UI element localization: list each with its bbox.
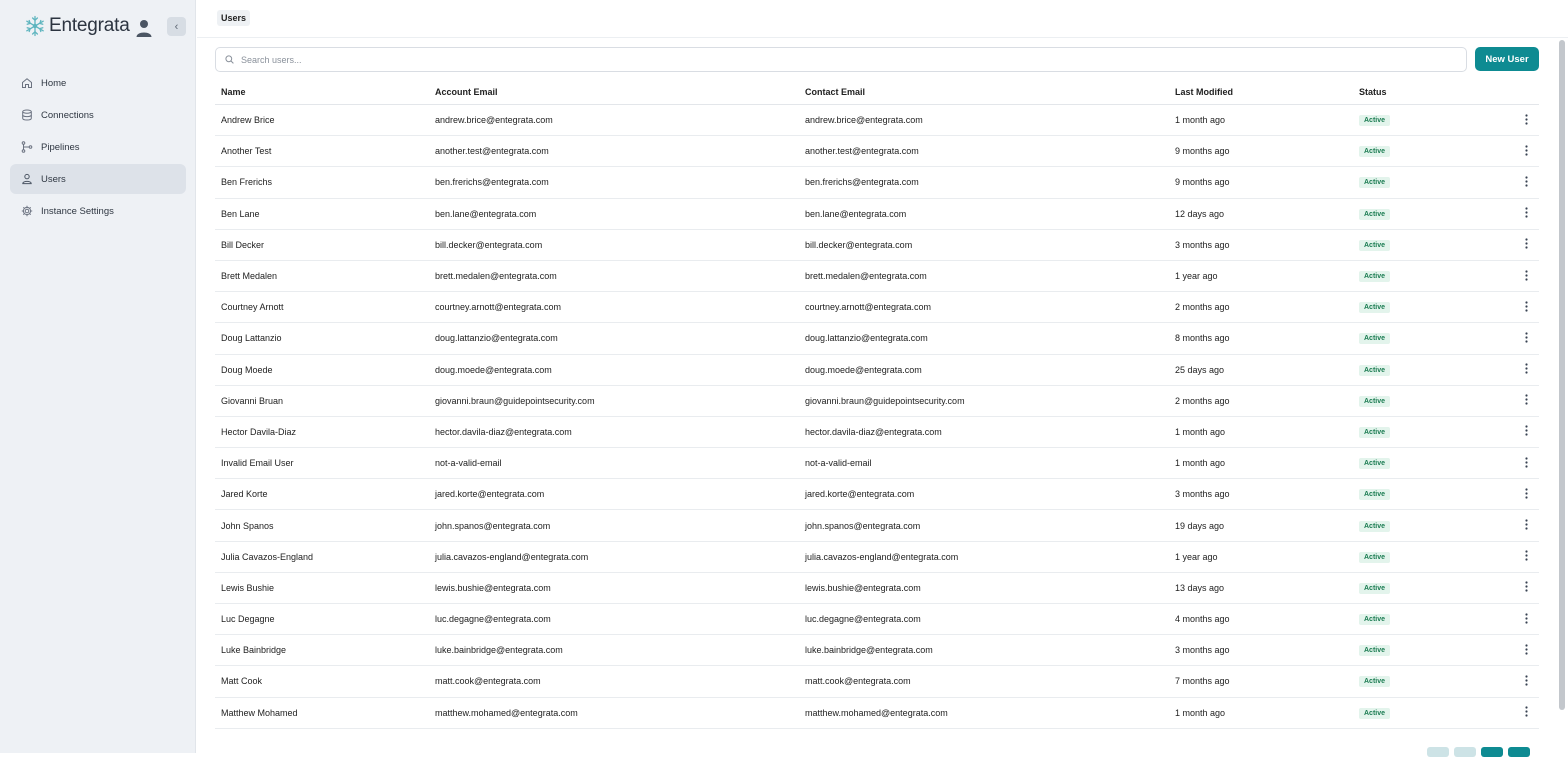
- pagination-prev-button[interactable]: [1454, 747, 1476, 757]
- cell-actions: [1499, 426, 1539, 438]
- sidebar-nav: [10, 68, 186, 228]
- pagination-next-button[interactable]: [1481, 747, 1503, 757]
- sidebar-item-label: Connections: [41, 109, 94, 121]
- more-vertical-icon: [1525, 270, 1528, 283]
- table-row[interactable]: [215, 542, 1539, 573]
- cell-last-modified: 7 months ago: [1175, 676, 1230, 687]
- sidebar-item-label: Instance Settings: [41, 205, 114, 217]
- cell-account-email: doug.moede@entegrata.com: [435, 364, 552, 375]
- cell-name: Doug Moede: [221, 364, 273, 375]
- cell-status: [1359, 176, 1499, 188]
- sidebar-item-home[interactable]: [10, 68, 186, 98]
- cell-contact-email: another.test@entegrata.com: [805, 146, 919, 157]
- breadcrumb[interactable]: Users: [217, 10, 250, 26]
- cell-last-modified: 2 months ago: [1175, 395, 1230, 406]
- cell-account-email: courtney.arnott@entegrata.com: [435, 302, 562, 313]
- cell-status: [1359, 114, 1499, 126]
- cell-status: [1359, 270, 1499, 282]
- row-actions-button[interactable]: [1521, 613, 1531, 625]
- status-badge: Active: [1359, 458, 1390, 469]
- cell-name: John Spanos: [221, 520, 274, 531]
- row-actions-button[interactable]: [1521, 364, 1531, 376]
- cell-name: Matthew Mohamed: [221, 707, 298, 718]
- table-row[interactable]: [215, 479, 1539, 510]
- cell-actions: [1499, 675, 1539, 687]
- cell-status: [1359, 457, 1499, 469]
- cell-name: Jared Korte: [221, 489, 268, 500]
- cell-last-modified: 1 month ago: [1175, 458, 1226, 469]
- cell-name: Another Test: [221, 146, 272, 157]
- cell-status: [1359, 145, 1499, 157]
- cell-actions: [1499, 582, 1539, 594]
- status-badge: Active: [1359, 365, 1390, 376]
- cell-actions: [1499, 707, 1539, 719]
- cell-status: [1359, 332, 1499, 344]
- sidebar-item-users[interactable]: [10, 164, 186, 194]
- status-badge: Active: [1359, 676, 1390, 687]
- pagination-last-button[interactable]: [1508, 747, 1530, 757]
- cell-contact-email: doug.moede@entegrata.com: [805, 364, 922, 375]
- table-row[interactable]: [215, 510, 1539, 541]
- cell-name: Doug Lattanzio: [221, 333, 282, 344]
- cell-contact-email: matt.cook@entegrata.com: [805, 676, 911, 687]
- cell-name: Invalid Email User: [221, 458, 294, 469]
- more-vertical-icon: [1525, 581, 1528, 594]
- cell-account-email: matt.cook@entegrata.com: [435, 676, 541, 687]
- row-actions-button[interactable]: [1521, 426, 1531, 438]
- database-icon: [21, 109, 33, 121]
- cell-actions: [1499, 488, 1539, 500]
- user-avatar-icon: [135, 30, 153, 40]
- cell-status: [1359, 208, 1499, 220]
- cell-last-modified: 9 months ago: [1175, 146, 1230, 157]
- cell-status: [1359, 239, 1499, 251]
- cell-name: Hector Davila-Diaz: [221, 426, 297, 437]
- column-header-account-email[interactable]: Account Email: [435, 87, 498, 97]
- status-badge: Active: [1359, 240, 1390, 251]
- table-row[interactable]: [215, 230, 1539, 261]
- more-vertical-icon: [1525, 613, 1528, 626]
- cell-account-email: ben.lane@entegrata.com: [435, 208, 537, 219]
- cell-account-email: ben.frerichs@entegrata.com: [435, 177, 549, 188]
- more-vertical-icon: [1525, 675, 1528, 688]
- cell-account-email: julia.cavazos-england@entegrata.com: [435, 551, 589, 562]
- sidebar-item-label: Users: [41, 173, 66, 185]
- row-actions-button[interactable]: [1521, 114, 1531, 126]
- table-header: [215, 80, 1539, 105]
- pagination-first-button[interactable]: [1427, 747, 1449, 757]
- user-icon: [21, 173, 33, 185]
- cell-status: [1359, 551, 1499, 563]
- cell-contact-email: julia.cavazos-england@entegrata.com: [805, 551, 959, 562]
- row-actions-button[interactable]: [1521, 582, 1531, 594]
- cell-last-modified: 4 months ago: [1175, 614, 1230, 625]
- row-actions-button[interactable]: [1521, 239, 1531, 251]
- row-actions-button[interactable]: [1521, 488, 1531, 500]
- cell-account-email: bill.decker@entegrata.com: [435, 239, 543, 250]
- table-row[interactable]: [215, 573, 1539, 604]
- collapse-sidebar-button[interactable]: [167, 17, 186, 36]
- more-vertical-icon: [1525, 207, 1528, 220]
- cell-status: [1359, 644, 1499, 656]
- status-badge: Active: [1359, 614, 1390, 625]
- cell-actions: [1499, 457, 1539, 469]
- cell-actions: [1499, 644, 1539, 656]
- cell-account-email: luc.degagne@entegrata.com: [435, 614, 551, 625]
- cell-contact-email: bill.decker@entegrata.com: [805, 239, 913, 250]
- cell-last-modified: 1 month ago: [1175, 115, 1226, 126]
- cell-contact-email: courtney.arnott@entegrata.com: [805, 302, 932, 313]
- row-actions-button[interactable]: [1521, 457, 1531, 469]
- column-header-contact-email[interactable]: Contact Email: [805, 87, 866, 97]
- cell-actions: [1499, 301, 1539, 313]
- table-row[interactable]: [215, 604, 1539, 635]
- cell-last-modified: 2 months ago: [1175, 302, 1230, 313]
- row-actions-button[interactable]: [1521, 270, 1531, 282]
- cell-last-modified: 19 days ago: [1175, 520, 1225, 531]
- status-badge: Active: [1359, 146, 1390, 157]
- status-badge: Active: [1359, 177, 1390, 188]
- row-actions-button[interactable]: [1521, 644, 1531, 656]
- cell-actions: [1499, 332, 1539, 344]
- status-badge: Active: [1359, 645, 1390, 656]
- more-vertical-icon: [1525, 457, 1528, 470]
- cell-contact-email: ben.lane@entegrata.com: [805, 208, 907, 219]
- table-body: [215, 105, 1539, 729]
- home-icon: [21, 77, 33, 89]
- brand[interactable]: [24, 14, 130, 38]
- cell-actions: [1499, 395, 1539, 407]
- table-row[interactable]: [215, 167, 1539, 198]
- column-header-last-modified[interactable]: Last Modified: [1175, 87, 1233, 97]
- status-badge: Active: [1359, 708, 1390, 719]
- cell-status: [1359, 301, 1499, 313]
- cell-last-modified: 1 year ago: [1175, 551, 1218, 562]
- status-badge: Active: [1359, 552, 1390, 563]
- row-actions-button[interactable]: [1521, 520, 1531, 532]
- more-vertical-icon: [1525, 145, 1528, 158]
- cell-account-email: not-a-valid-email: [435, 458, 502, 469]
- users-table: [215, 80, 1539, 729]
- cell-name: Matt Cook: [221, 676, 263, 687]
- more-vertical-icon: [1525, 425, 1528, 438]
- cell-account-email: brett.medalen@entegrata.com: [435, 271, 557, 282]
- status-badge: Active: [1359, 333, 1390, 344]
- status-badge: Active: [1359, 115, 1390, 126]
- more-vertical-icon: [1525, 238, 1528, 251]
- search-input[interactable]: [239, 54, 1466, 66]
- table-row[interactable]: [215, 666, 1539, 697]
- row-actions-button[interactable]: [1521, 208, 1531, 220]
- more-vertical-icon: [1525, 488, 1528, 501]
- table-row[interactable]: [215, 105, 1539, 136]
- cell-contact-email: luke.bainbridge@entegrata.com: [805, 645, 933, 656]
- user-profile-button[interactable]: [135, 18, 153, 38]
- table-row[interactable]: [215, 448, 1539, 479]
- table-row[interactable]: [215, 199, 1539, 230]
- cell-name: Courtney Arnott: [221, 302, 284, 313]
- more-vertical-icon: [1525, 644, 1528, 657]
- cell-contact-email: giovanni.braun@guidepointsecurity.com: [805, 395, 965, 406]
- cell-account-email: matthew.mohamed@entegrata.com: [435, 707, 578, 718]
- cell-account-email: doug.lattanzio@entegrata.com: [435, 333, 558, 344]
- row-actions-button[interactable]: [1521, 707, 1531, 719]
- row-actions-button[interactable]: [1521, 301, 1531, 313]
- sidebar-item-label: Pipelines: [41, 141, 80, 153]
- status-badge: Active: [1359, 427, 1390, 438]
- more-vertical-icon: [1525, 332, 1528, 345]
- top-bar: [197, 0, 1568, 38]
- more-vertical-icon: [1525, 706, 1528, 719]
- cell-last-modified: 1 month ago: [1175, 707, 1226, 718]
- cell-status: [1359, 675, 1499, 687]
- cell-last-modified: 9 months ago: [1175, 177, 1230, 188]
- cell-last-modified: 12 days ago: [1175, 208, 1225, 219]
- cell-actions: [1499, 551, 1539, 563]
- cell-status: [1359, 426, 1499, 438]
- cell-name: Brett Medalen: [221, 271, 278, 282]
- sidebar-item-connections[interactable]: [10, 100, 186, 130]
- cell-last-modified: 1 year ago: [1175, 271, 1218, 282]
- table-row[interactable]: [215, 386, 1539, 417]
- cell-contact-email: ben.frerichs@entegrata.com: [805, 177, 919, 188]
- cell-account-email: lewis.bushie@entegrata.com: [435, 582, 551, 593]
- table-row[interactable]: [215, 355, 1539, 386]
- status-badge: Active: [1359, 521, 1390, 532]
- cell-contact-email: andrew.brice@entegrata.com: [805, 115, 923, 126]
- row-actions-button[interactable]: [1521, 332, 1531, 344]
- more-vertical-icon: [1525, 114, 1528, 127]
- sidebar: [0, 0, 196, 753]
- row-actions-button[interactable]: [1521, 395, 1531, 407]
- table-row[interactable]: [215, 323, 1539, 354]
- cell-name: Ben Frerichs: [221, 177, 273, 188]
- cell-account-email: jared.korte@entegrata.com: [435, 489, 545, 500]
- cell-actions: [1499, 208, 1539, 220]
- table-row[interactable]: [215, 136, 1539, 167]
- brand-name: Entegrata: [49, 15, 130, 36]
- cell-account-email: john.spanos@entegrata.com: [435, 520, 551, 531]
- cell-account-email: giovanni.braun@guidepointsecurity.com: [435, 395, 595, 406]
- cell-actions: [1499, 145, 1539, 157]
- cell-actions: [1499, 114, 1539, 126]
- cell-status: [1359, 520, 1499, 532]
- row-actions-button[interactable]: [1521, 145, 1531, 157]
- cell-contact-email: brett.medalen@entegrata.com: [805, 271, 927, 282]
- status-badge: Active: [1359, 489, 1390, 500]
- cell-actions: [1499, 176, 1539, 188]
- status-badge: Active: [1359, 396, 1390, 407]
- cell-status: [1359, 613, 1499, 625]
- cell-status: [1359, 395, 1499, 407]
- row-actions-button[interactable]: [1521, 551, 1531, 563]
- row-actions-button[interactable]: [1521, 675, 1531, 687]
- column-header-name[interactable]: Name: [221, 87, 246, 97]
- search-icon: [225, 55, 234, 64]
- cell-account-email: luke.bainbridge@entegrata.com: [435, 645, 563, 656]
- cell-status: [1359, 707, 1499, 719]
- table-row[interactable]: [215, 635, 1539, 666]
- cell-contact-email: luc.degagne@entegrata.com: [805, 614, 921, 625]
- cell-name: Bill Decker: [221, 239, 265, 250]
- status-badge: Active: [1359, 209, 1390, 220]
- cell-actions: [1499, 613, 1539, 625]
- cell-status: [1359, 488, 1499, 500]
- more-vertical-icon: [1525, 519, 1528, 532]
- cell-name: Lewis Bushie: [221, 582, 275, 593]
- cell-last-modified: 3 months ago: [1175, 645, 1230, 656]
- cell-contact-email: hector.davila-diaz@entegrata.com: [805, 426, 942, 437]
- table-row[interactable]: [215, 417, 1539, 448]
- gear-icon: [21, 205, 33, 217]
- new-user-button[interactable]: New User: [1475, 47, 1539, 71]
- sidebar-item-pipelines[interactable]: [10, 132, 186, 162]
- column-header-status[interactable]: Status: [1359, 87, 1387, 97]
- cell-last-modified: 13 days ago: [1175, 582, 1225, 593]
- cell-last-modified: 1 month ago: [1175, 426, 1226, 437]
- status-badge: Active: [1359, 583, 1390, 594]
- cell-name: Julia Cavazos-England: [221, 551, 314, 562]
- cell-last-modified: 8 months ago: [1175, 333, 1230, 344]
- table-row[interactable]: [215, 698, 1539, 729]
- sidebar-item-label: Home: [41, 77, 67, 89]
- more-vertical-icon: [1525, 550, 1528, 563]
- cell-contact-email: john.spanos@entegrata.com: [805, 520, 921, 531]
- table-row[interactable]: [215, 261, 1539, 292]
- cell-name: Luke Bainbridge: [221, 645, 287, 656]
- cell-contact-email: lewis.bushie@entegrata.com: [805, 582, 921, 593]
- more-vertical-icon: [1525, 363, 1528, 376]
- cell-account-email: andrew.brice@entegrata.com: [435, 115, 553, 126]
- cell-actions: [1499, 270, 1539, 282]
- pipeline-icon: [21, 141, 33, 153]
- cell-name: Ben Lane: [221, 208, 260, 219]
- cell-account-email: another.test@entegrata.com: [435, 146, 549, 157]
- more-vertical-icon: [1525, 301, 1528, 314]
- row-actions-button[interactable]: [1521, 176, 1531, 188]
- cell-last-modified: 25 days ago: [1175, 364, 1225, 375]
- cell-name: Andrew Brice: [221, 115, 275, 126]
- cell-account-email: hector.davila-diaz@entegrata.com: [435, 426, 572, 437]
- chevron-left-icon: ‹: [174, 20, 179, 33]
- cell-name: Giovanni Bruan: [221, 395, 284, 406]
- cell-status: [1359, 582, 1499, 594]
- status-badge: Active: [1359, 271, 1390, 282]
- cell-contact-email: doug.lattanzio@entegrata.com: [805, 333, 928, 344]
- cell-last-modified: 3 months ago: [1175, 489, 1230, 500]
- cell-name: Luc Degagne: [221, 614, 275, 625]
- cell-contact-email: jared.korte@entegrata.com: [805, 489, 915, 500]
- cell-contact-email: matthew.mohamed@entegrata.com: [805, 707, 948, 718]
- scrollbar-thumb[interactable]: [1559, 40, 1565, 710]
- snowflake-logo-icon: [24, 15, 46, 37]
- status-badge: Active: [1359, 302, 1390, 313]
- search-box[interactable]: [215, 47, 1467, 72]
- table-row[interactable]: [215, 292, 1539, 323]
- cell-last-modified: 3 months ago: [1175, 239, 1230, 250]
- cell-actions: [1499, 520, 1539, 532]
- more-vertical-icon: [1525, 176, 1528, 189]
- cell-actions: [1499, 239, 1539, 251]
- more-vertical-icon: [1525, 394, 1528, 407]
- sidebar-item-instance-settings[interactable]: [10, 196, 186, 226]
- cell-contact-email: not-a-valid-email: [805, 458, 872, 469]
- cell-actions: [1499, 364, 1539, 376]
- cell-status: [1359, 364, 1499, 376]
